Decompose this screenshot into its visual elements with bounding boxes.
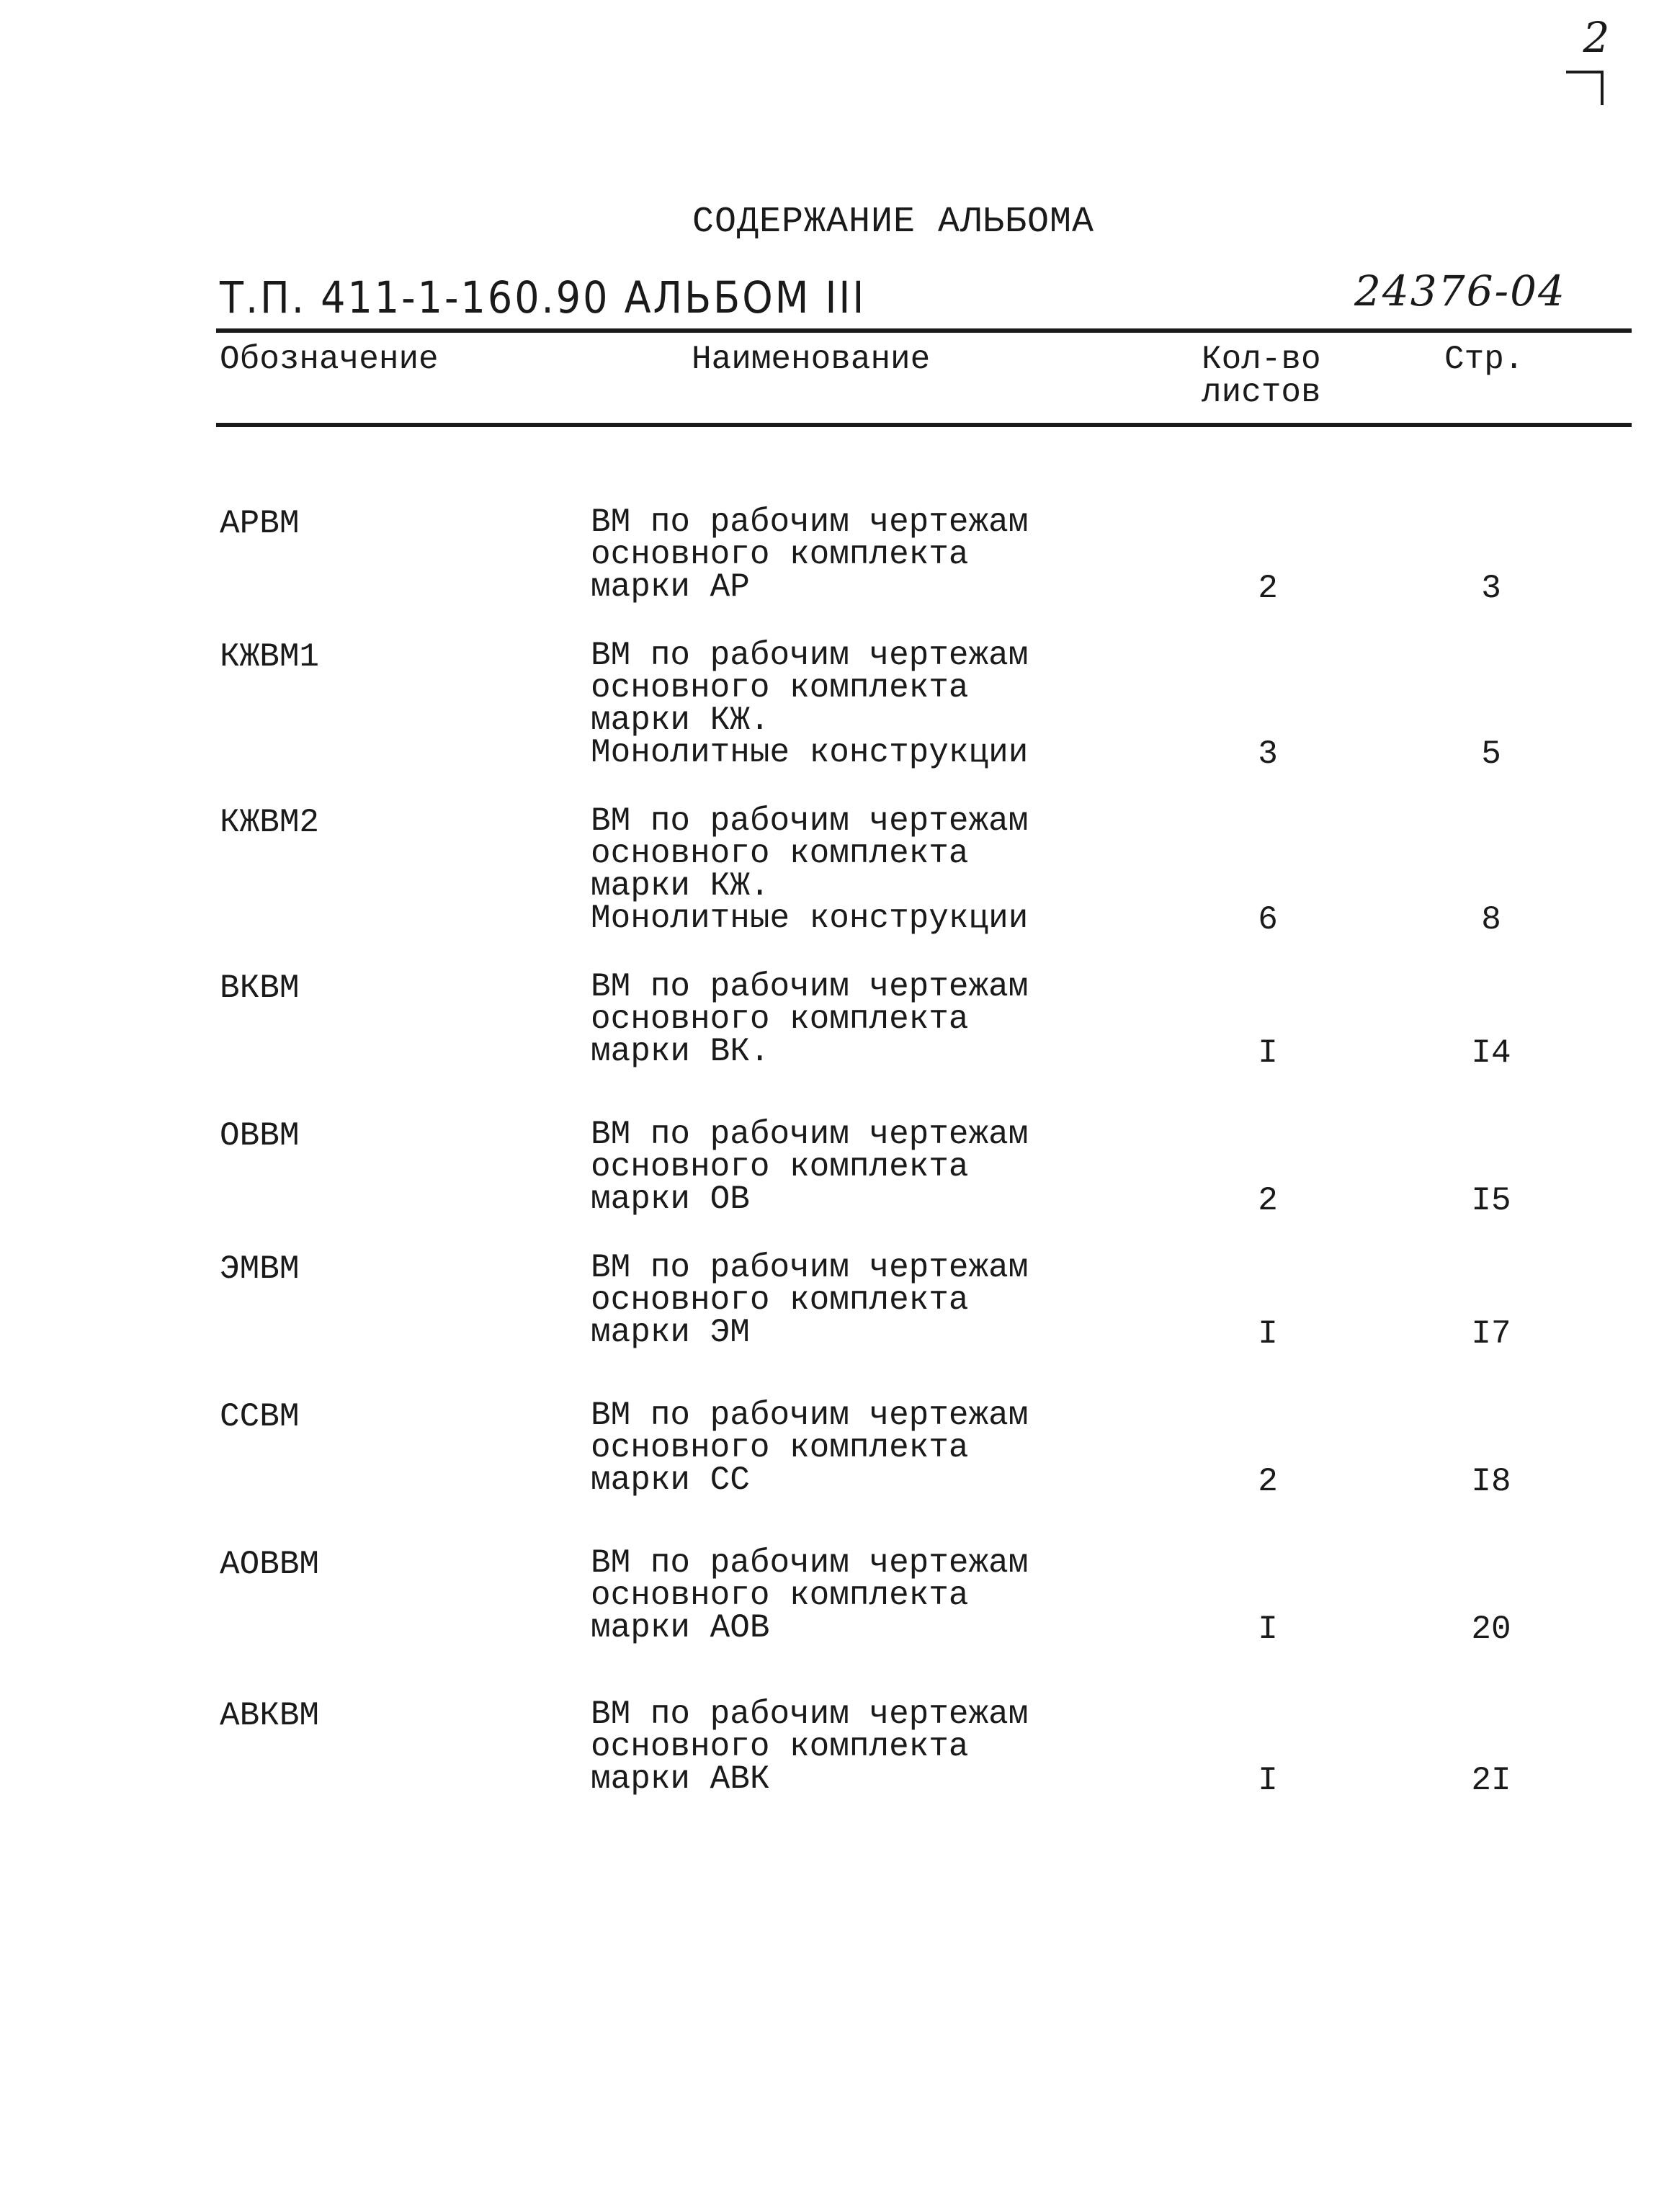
row-sheets: 2 xyxy=(1258,1182,1278,1219)
row-name-line: марки АР xyxy=(591,568,750,606)
row-name-line: основного комплекта xyxy=(591,1728,969,1765)
row-name xyxy=(591,503,1029,606)
row-designation: АРВМ xyxy=(220,505,300,542)
row-name-line: марки ВК. xyxy=(591,1033,770,1070)
row-designation: ВКВМ xyxy=(220,970,300,1007)
row-designation: АВКВМ xyxy=(220,1697,320,1734)
row-name xyxy=(591,1116,1029,1218)
album-title: СОДЕРЖАНИЕ АЛЬБОМА xyxy=(692,202,1095,243)
row-name-line: Монолитные конструкции xyxy=(591,734,1029,771)
row-page: I8 xyxy=(1471,1463,1511,1500)
row-name-line: ВМ по рабочим чертежам xyxy=(591,637,1029,674)
row-name-line: основного комплекта xyxy=(591,1429,969,1467)
row-name-line: марки ЭМ xyxy=(591,1314,750,1351)
inventory-code: 24376-04 xyxy=(1354,267,1566,315)
row-name-line: марки АОВ xyxy=(591,1609,770,1647)
row-name-line: основного комплекта xyxy=(591,1281,969,1319)
row-name-line: основного комплекта xyxy=(591,536,969,573)
row-name-line: ВМ по рабочим чертежам xyxy=(591,968,1029,1006)
row-page: 20 xyxy=(1471,1611,1511,1648)
row-name-line: ВМ по рабочим чертежам xyxy=(591,1544,1029,1582)
project-code: Т.П. 411-1-160.90 АЛЬБОМ III xyxy=(220,272,867,323)
row-name-line: марки СС xyxy=(591,1461,750,1499)
row-designation: ОВВМ xyxy=(220,1117,300,1155)
row-page: 8 xyxy=(1481,901,1501,939)
row-name-line: ВМ по рабочим чертежам xyxy=(591,1249,1029,1286)
row-page: I4 xyxy=(1471,1034,1511,1072)
row-name xyxy=(591,968,1029,1070)
row-name-line: основного комплекта xyxy=(591,835,969,872)
row-name xyxy=(591,1698,1028,1796)
row-name-line: основного комплекта xyxy=(591,1148,969,1186)
row-name xyxy=(591,802,1029,937)
row-sheets: 2 xyxy=(1258,570,1278,607)
row-name xyxy=(591,637,1029,771)
column-header-designation: Обозначение xyxy=(220,341,439,378)
column-header-page: Стр. xyxy=(1444,341,1524,378)
row-name-line: основного комплекта xyxy=(591,669,969,707)
row-page: I7 xyxy=(1471,1315,1511,1353)
row-designation: ЭМВМ xyxy=(220,1250,300,1288)
row-name-line: ВМ по рабочим чертежам xyxy=(591,1116,1029,1153)
row-name-line: марки ОВ xyxy=(591,1181,750,1218)
row-page: I5 xyxy=(1471,1182,1511,1219)
row-designation: КЖВМ2 xyxy=(220,804,320,841)
row-name-line: ВМ по рабочим чертежам xyxy=(591,1397,1029,1434)
row-sheets: I xyxy=(1258,1611,1278,1648)
row-designation: АОВВМ xyxy=(220,1546,320,1583)
row-name-line: основного комплекта xyxy=(591,1577,969,1614)
row-sheets: 3 xyxy=(1258,735,1278,773)
row-sheets: I xyxy=(1258,1762,1278,1799)
row-name-line: ВМ по рабочим чертежам xyxy=(591,503,1029,541)
row-designation: КЖВМ1 xyxy=(220,638,320,676)
row-name-line: марки КЖ. xyxy=(591,867,770,905)
row-sheets: 6 xyxy=(1258,901,1278,939)
row-name-line: основного комплекта xyxy=(591,1000,969,1038)
row-sheets: I xyxy=(1258,1315,1278,1353)
row-sheets: I xyxy=(1258,1034,1278,1072)
row-name xyxy=(591,1397,1029,1499)
column-header-name: Наименование xyxy=(692,341,931,378)
row-page: 3 xyxy=(1481,570,1501,607)
row-sheets: 2 xyxy=(1258,1463,1278,1500)
row-name-line: марки АВК xyxy=(591,1760,770,1798)
row-name-line: Монолитные конструкции xyxy=(591,900,1029,937)
row-name xyxy=(591,1249,1029,1351)
row-name-line: ВМ по рабочим чертежам xyxy=(591,1696,1029,1733)
row-designation: ССВМ xyxy=(220,1398,300,1436)
row-name xyxy=(591,1544,1029,1647)
row-page: 5 xyxy=(1481,735,1501,773)
row-name-line: марки КЖ. xyxy=(591,702,770,739)
row-name-line: ВМ по рабочим чертежам xyxy=(591,802,1029,840)
row-page: 2I xyxy=(1471,1762,1511,1799)
page-number: 2 xyxy=(1583,13,1610,62)
column-header-sheets: Кол-во листов xyxy=(1202,341,1321,411)
